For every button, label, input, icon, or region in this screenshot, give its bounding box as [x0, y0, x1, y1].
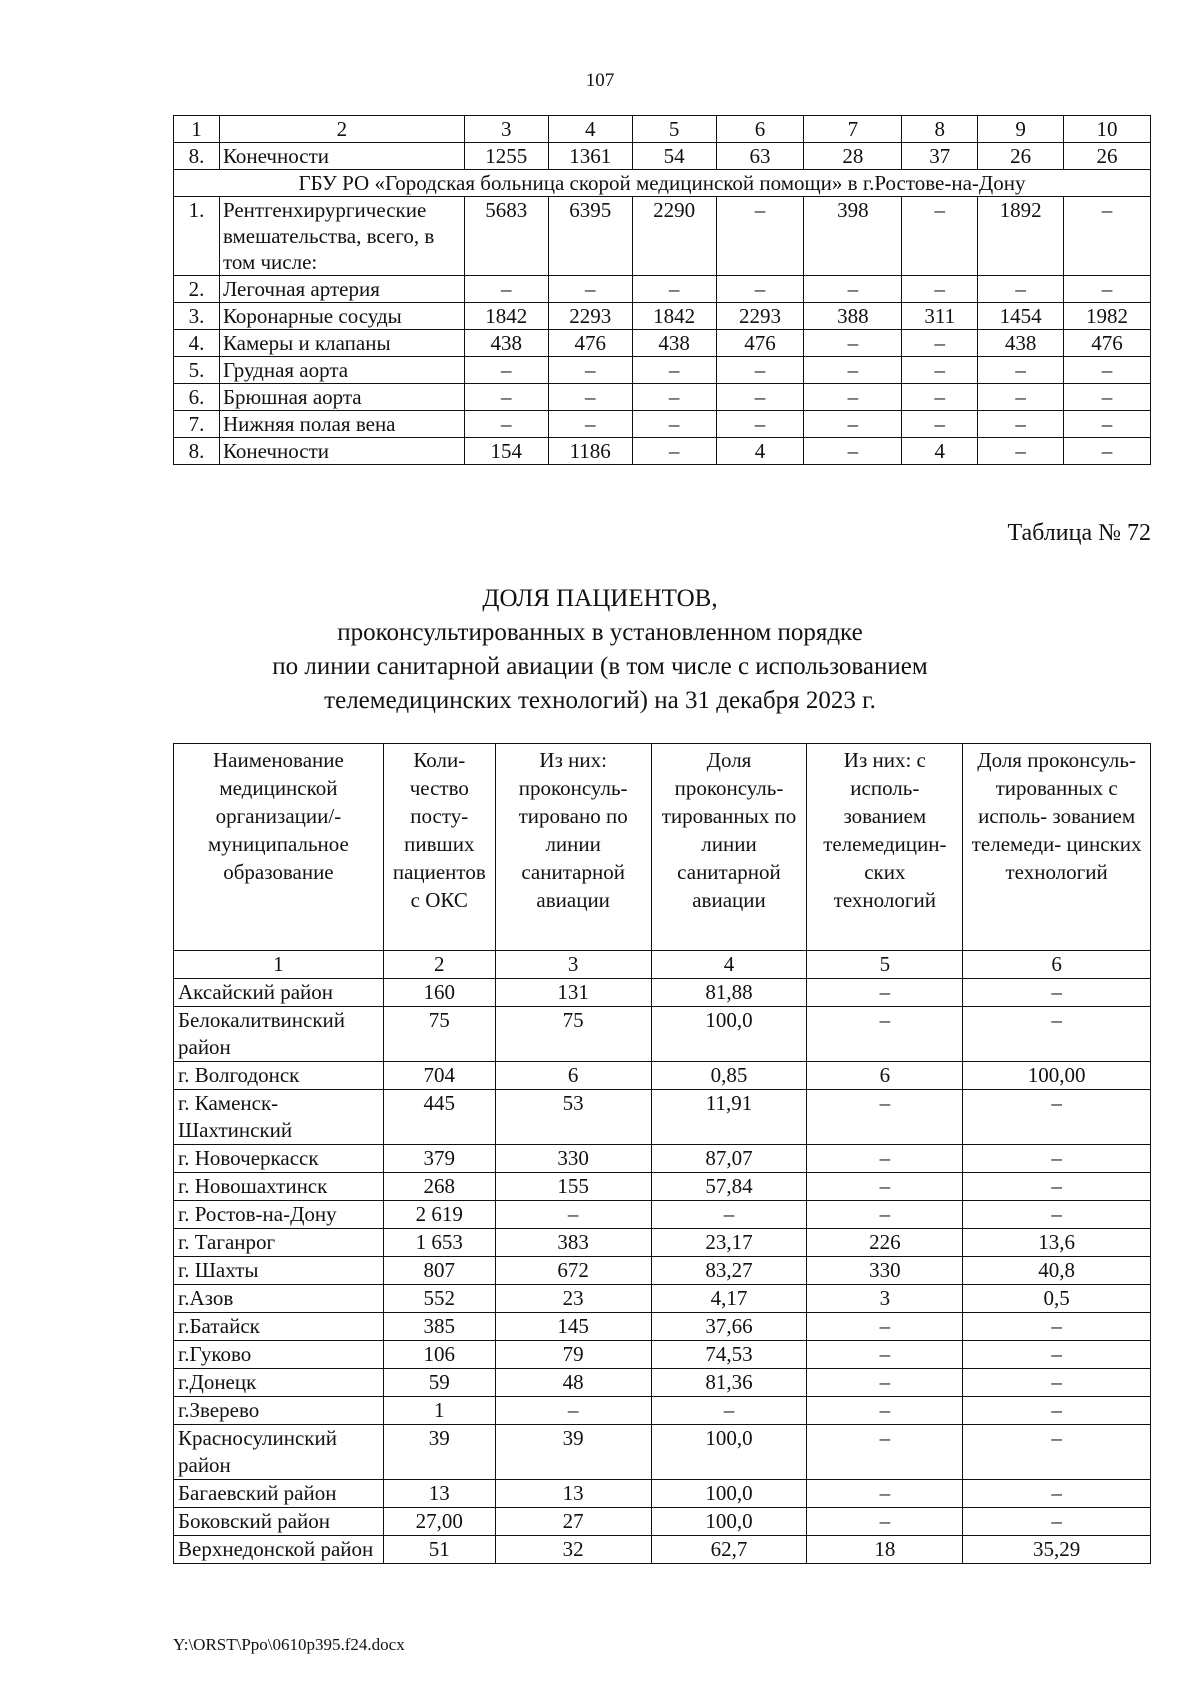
value-cell: 1361 [548, 143, 632, 170]
value-cell: 18 [807, 1536, 963, 1564]
value-cell: – [807, 1369, 963, 1397]
value-cell: – [902, 276, 978, 303]
value-cell: – [495, 1201, 651, 1229]
column-index-row [174, 951, 1151, 979]
title-line-1: ДОЛЯ ПАЦИЕНТОВ, [482, 585, 718, 612]
column-header: Из них: проконсуль- тировано по линии санитарной авиации [495, 744, 651, 951]
table-row [174, 357, 1151, 384]
value-cell: – [963, 979, 1151, 1007]
value-cell: 1454 [978, 303, 1064, 330]
table-row [174, 1397, 1151, 1425]
row-label: Конечности [219, 143, 464, 170]
column-index-cell: 1 [174, 116, 220, 143]
value-cell: 5683 [464, 197, 548, 276]
value-cell: – [978, 357, 1064, 384]
value-cell: 27,00 [383, 1508, 495, 1536]
title-line-3: по линии санитарной авиации (в том числе с использованием [272, 653, 928, 680]
value-cell: – [651, 1397, 807, 1425]
value-cell: 87,07 [651, 1145, 807, 1173]
table-title [0, 582, 1200, 718]
organization-name: Красносулинский район [174, 1425, 384, 1480]
value-cell: – [963, 1480, 1151, 1508]
organization-name: г.Азов [174, 1285, 384, 1313]
row-label: Коронарные сосуды [219, 303, 464, 330]
value-cell: – [963, 1397, 1151, 1425]
table-caption: Таблица № 72 [1007, 520, 1151, 546]
value-cell: 54 [632, 143, 716, 170]
consultations-table [173, 743, 1151, 1564]
value-cell: 2293 [716, 303, 804, 330]
value-cell: – [807, 979, 963, 1007]
value-cell: 37 [902, 143, 978, 170]
value-cell: – [807, 1341, 963, 1369]
value-cell: – [902, 384, 978, 411]
value-cell: – [1064, 411, 1151, 438]
value-cell: 62,7 [651, 1536, 807, 1564]
value-cell: – [902, 357, 978, 384]
value-cell: 1842 [632, 303, 716, 330]
value-cell: – [716, 411, 804, 438]
organization-name: г. Каменск-Шахтинский [174, 1090, 384, 1145]
column-header: Наименование медицинской организации/- муниципальное образование [174, 744, 384, 951]
value-cell: 131 [495, 979, 651, 1007]
value-cell: – [464, 276, 548, 303]
value-cell: 1 653 [383, 1229, 495, 1257]
value-cell: 4,17 [651, 1285, 807, 1313]
value-cell: 100,0 [651, 1508, 807, 1536]
value-cell: 35,29 [963, 1536, 1151, 1564]
organization-name: Боковский район [174, 1508, 384, 1536]
value-cell: 438 [464, 330, 548, 357]
column-index-cell: 5 [632, 116, 716, 143]
table-header-row [174, 744, 1151, 951]
table-row [174, 197, 1151, 276]
column-index-cell: 4 [548, 116, 632, 143]
value-cell: – [807, 1007, 963, 1062]
row-label: Конечности [219, 438, 464, 465]
table-row [174, 1480, 1151, 1508]
column-index-cell: 6 [963, 951, 1151, 979]
value-cell: – [1064, 438, 1151, 465]
value-cell: – [978, 411, 1064, 438]
value-cell: 6 [495, 1062, 651, 1090]
column-index-cell: 5 [807, 951, 963, 979]
title-line-4: телемедицинских технологий) на 31 декабря 2023 г. [324, 687, 876, 714]
value-cell: – [807, 1313, 963, 1341]
file-path-footer: Y:\ORST\Ppo\0610p395.f24.docx [173, 1635, 405, 1654]
value-cell: – [1064, 384, 1151, 411]
row-label: Брюшная аорта [219, 384, 464, 411]
value-cell: – [807, 1173, 963, 1201]
row-number: 4. [174, 330, 220, 357]
value-cell: 154 [464, 438, 548, 465]
value-cell: 39 [383, 1425, 495, 1480]
row-label: Грудная аорта [219, 357, 464, 384]
value-cell: 704 [383, 1062, 495, 1090]
value-cell: 268 [383, 1173, 495, 1201]
value-cell: 438 [978, 330, 1064, 357]
value-cell: – [963, 1201, 1151, 1229]
value-cell: 74,53 [651, 1341, 807, 1369]
organization-name: г.Гуково [174, 1341, 384, 1369]
value-cell: 552 [383, 1285, 495, 1313]
value-cell: 3 [807, 1285, 963, 1313]
table-row [174, 1341, 1151, 1369]
value-cell: 2293 [548, 303, 632, 330]
column-index-cell: 3 [495, 951, 651, 979]
value-cell: – [902, 330, 978, 357]
organization-name: г. Шахты [174, 1257, 384, 1285]
value-cell: – [963, 1145, 1151, 1173]
value-cell: – [464, 411, 548, 438]
section-title: ГБУ РО «Городская больница скорой медицинской помощи» в г.Ростове-на-Дону [174, 170, 1151, 197]
value-cell: – [651, 1201, 807, 1229]
value-cell: 13 [383, 1480, 495, 1508]
value-cell: 27 [495, 1508, 651, 1536]
column-header: Доля проконсуль- тированных с исполь- зованием телемеди- цинских технологий [963, 744, 1151, 951]
row-number: 7. [174, 411, 220, 438]
value-cell: 155 [495, 1173, 651, 1201]
value-cell: 79 [495, 1341, 651, 1369]
column-header: Из них: с исполь- зованием телемедицин- ских технологий [807, 744, 963, 951]
value-cell: – [804, 276, 902, 303]
value-cell: 1255 [464, 143, 548, 170]
title-line-2: проконсультированных в установленном порядке [337, 619, 863, 646]
column-index-cell: 4 [651, 951, 807, 979]
value-cell: – [632, 438, 716, 465]
value-cell: 1982 [1064, 303, 1151, 330]
column-index-cell: 2 [383, 951, 495, 979]
value-cell: – [963, 1425, 1151, 1480]
table-row [174, 1007, 1151, 1062]
value-cell: 100,0 [651, 1007, 807, 1062]
value-cell: – [902, 411, 978, 438]
column-index-cell: 7 [804, 116, 902, 143]
value-cell: – [632, 276, 716, 303]
value-cell: 57,84 [651, 1173, 807, 1201]
organization-name: г. Таганрог [174, 1229, 384, 1257]
value-cell: – [716, 197, 804, 276]
value-cell: 28 [804, 143, 902, 170]
column-header: Доля проконсуль- тированных по линии санитарной авиации [651, 744, 807, 951]
value-cell: 4 [716, 438, 804, 465]
value-cell: 81,36 [651, 1369, 807, 1397]
value-cell: – [464, 384, 548, 411]
value-cell: 23,17 [651, 1229, 807, 1257]
table-row [174, 1257, 1151, 1285]
value-cell: 385 [383, 1313, 495, 1341]
value-cell: – [804, 330, 902, 357]
column-header: Коли- чество посту- пивших пациентов с ОКС [383, 744, 495, 951]
value-cell: – [807, 1201, 963, 1229]
column-index-cell: 8 [902, 116, 978, 143]
value-cell: 63 [716, 143, 804, 170]
value-cell: 2 619 [383, 1201, 495, 1229]
value-cell: 53 [495, 1090, 651, 1145]
value-cell: 807 [383, 1257, 495, 1285]
value-cell: 2290 [632, 197, 716, 276]
organization-name: г. Новочеркасск [174, 1145, 384, 1173]
value-cell: 26 [1064, 143, 1151, 170]
value-cell: 6395 [548, 197, 632, 276]
column-index-cell: 2 [219, 116, 464, 143]
value-cell: – [807, 1425, 963, 1480]
table-row [174, 1369, 1151, 1397]
value-cell: 445 [383, 1090, 495, 1145]
value-cell: 145 [495, 1313, 651, 1341]
table-row [174, 1536, 1151, 1564]
value-cell: 81,88 [651, 979, 807, 1007]
value-cell: 311 [902, 303, 978, 330]
table-row [174, 438, 1151, 465]
table-row [174, 303, 1151, 330]
column-index-cell: 6 [716, 116, 804, 143]
value-cell: 51 [383, 1536, 495, 1564]
organization-name: г. Новошахтинск [174, 1173, 384, 1201]
value-cell: 100,00 [963, 1062, 1151, 1090]
row-number: 6. [174, 384, 220, 411]
value-cell: 383 [495, 1229, 651, 1257]
table-header-row [174, 116, 1151, 143]
organization-name: Багаевский район [174, 1480, 384, 1508]
value-cell: – [807, 1508, 963, 1536]
value-cell: 37,66 [651, 1313, 807, 1341]
row-label: Нижняя полая вена [219, 411, 464, 438]
value-cell: 1 [383, 1397, 495, 1425]
value-cell: – [963, 1508, 1151, 1536]
value-cell: – [548, 384, 632, 411]
value-cell: 438 [632, 330, 716, 357]
table-row [174, 1508, 1151, 1536]
value-cell: 83,27 [651, 1257, 807, 1285]
value-cell: 388 [804, 303, 902, 330]
value-cell: – [963, 1341, 1151, 1369]
value-cell: 398 [804, 197, 902, 276]
value-cell: – [1064, 276, 1151, 303]
table-row [174, 384, 1151, 411]
column-index-cell: 10 [1064, 116, 1151, 143]
value-cell: – [548, 411, 632, 438]
table-row [174, 1285, 1151, 1313]
row-number: 2. [174, 276, 220, 303]
value-cell: – [495, 1397, 651, 1425]
organization-name: г. Волгодонск [174, 1062, 384, 1090]
row-number: 3. [174, 303, 220, 330]
value-cell: – [902, 197, 978, 276]
value-cell: 1186 [548, 438, 632, 465]
value-cell: – [963, 1173, 1151, 1201]
table-row [174, 276, 1151, 303]
page-number: 107 [585, 70, 615, 91]
organization-name: г.Зверево [174, 1397, 384, 1425]
value-cell: 40,8 [963, 1257, 1151, 1285]
value-cell: – [632, 384, 716, 411]
value-cell: – [804, 411, 902, 438]
value-cell: – [632, 411, 716, 438]
value-cell: – [978, 276, 1064, 303]
value-cell: 160 [383, 979, 495, 1007]
value-cell: 226 [807, 1229, 963, 1257]
value-cell: 1842 [464, 303, 548, 330]
value-cell: 23 [495, 1285, 651, 1313]
table-row [174, 143, 1151, 170]
value-cell: – [632, 357, 716, 384]
row-number: 1. [174, 197, 220, 276]
value-cell: 476 [1064, 330, 1151, 357]
row-label: Камеры и клапаны [219, 330, 464, 357]
organization-name: Аксайский район [174, 979, 384, 1007]
row-label: Рентгенхирургические вмешательства, всего, в том числе: [219, 197, 464, 276]
value-cell: – [963, 1369, 1151, 1397]
value-cell: – [963, 1090, 1151, 1145]
value-cell: 39 [495, 1425, 651, 1480]
value-cell: – [716, 357, 804, 384]
value-cell: – [807, 1145, 963, 1173]
row-number: 8. [174, 438, 220, 465]
value-cell: – [963, 1007, 1151, 1062]
value-cell: – [804, 384, 902, 411]
value-cell: 100,0 [651, 1425, 807, 1480]
table-row [174, 1173, 1151, 1201]
value-cell: – [963, 1313, 1151, 1341]
table-row [174, 1145, 1151, 1173]
value-cell: 0,5 [963, 1285, 1151, 1313]
value-cell: 13,6 [963, 1229, 1151, 1257]
organization-name: г. Ростов-на-Дону [174, 1201, 384, 1229]
value-cell: 672 [495, 1257, 651, 1285]
table-row [174, 1229, 1151, 1257]
value-cell: – [807, 1480, 963, 1508]
value-cell: – [804, 438, 902, 465]
value-cell: 11,91 [651, 1090, 807, 1145]
value-cell: – [716, 384, 804, 411]
value-cell: 13 [495, 1480, 651, 1508]
value-cell: 0,85 [651, 1062, 807, 1090]
value-cell: 1892 [978, 197, 1064, 276]
value-cell: – [716, 276, 804, 303]
value-cell: 476 [548, 330, 632, 357]
table-row [174, 1090, 1151, 1145]
value-cell: 59 [383, 1369, 495, 1397]
value-cell: 476 [716, 330, 804, 357]
value-cell: 4 [902, 438, 978, 465]
value-cell: 48 [495, 1369, 651, 1397]
value-cell: – [548, 357, 632, 384]
organization-name: г.Батайск [174, 1313, 384, 1341]
column-index-cell: 3 [464, 116, 548, 143]
procedures-table [173, 115, 1151, 465]
column-index-cell: 1 [174, 951, 384, 979]
value-cell: 6 [807, 1062, 963, 1090]
value-cell: 100,0 [651, 1480, 807, 1508]
value-cell: – [978, 438, 1064, 465]
organization-name: Верхнедонской район [174, 1536, 384, 1564]
value-cell: – [464, 357, 548, 384]
organization-name: г.Донецк [174, 1369, 384, 1397]
row-number: 8. [174, 143, 220, 170]
table-row [174, 330, 1151, 357]
value-cell: 32 [495, 1536, 651, 1564]
value-cell: 330 [807, 1257, 963, 1285]
row-label: Легочная артерия [219, 276, 464, 303]
table-row [174, 1425, 1151, 1480]
value-cell: – [804, 357, 902, 384]
table-row [174, 1062, 1151, 1090]
value-cell: 106 [383, 1341, 495, 1369]
table-row [174, 1313, 1151, 1341]
value-cell: 379 [383, 1145, 495, 1173]
table-row [174, 1201, 1151, 1229]
value-cell: 75 [495, 1007, 651, 1062]
column-index-cell: 9 [978, 116, 1064, 143]
value-cell: – [807, 1090, 963, 1145]
value-cell: – [1064, 197, 1151, 276]
organization-name: Белокалитвинский район [174, 1007, 384, 1062]
row-number: 5. [174, 357, 220, 384]
value-cell: 75 [383, 1007, 495, 1062]
value-cell: – [807, 1397, 963, 1425]
value-cell: 26 [978, 143, 1064, 170]
section-row [174, 170, 1151, 197]
value-cell: – [548, 276, 632, 303]
value-cell: 330 [495, 1145, 651, 1173]
table-row [174, 411, 1151, 438]
value-cell: – [1064, 357, 1151, 384]
value-cell: – [978, 384, 1064, 411]
table-row [174, 979, 1151, 1007]
